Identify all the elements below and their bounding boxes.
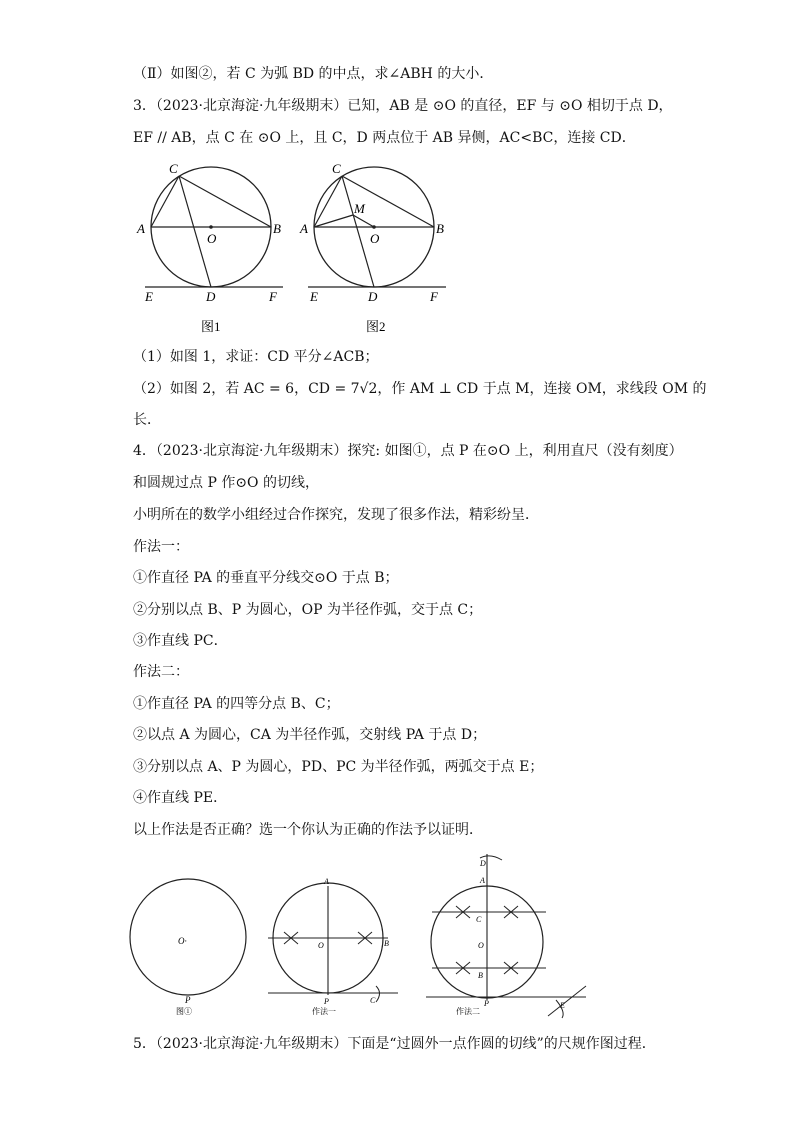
figure-circle [128, 862, 258, 1022]
figC-label-b: B [478, 971, 483, 980]
figB-label-b: B [384, 939, 389, 948]
problem-4-stem-1: 4．（2023·北京海淀·九年级期末）探究: 如图①，点 P 在⊙O 上，利用直尺（没有刻度） [133, 443, 683, 459]
method-one-title: 作法一： [133, 539, 189, 555]
fig1-label-e: E [145, 289, 153, 304]
method-one-step-3: ③作直线 PC． [133, 633, 228, 649]
figC-label-p: P [484, 999, 489, 1008]
fig2-label-c: C [332, 161, 341, 176]
method-one-step-1: ①作直径 PA 的垂直平分线交⊙O 于点 B； [133, 570, 399, 586]
fig1-caption: 图1 [201, 319, 221, 334]
problem-3-q2-end: 长． [133, 412, 161, 428]
fig2-label-b: B [436, 221, 444, 236]
fig2-label-o: O [370, 231, 380, 246]
fig1-label-a: A [137, 221, 145, 236]
method-two-step-3: ③分别以点 A、P 为圆心，PD、PC 为半径作弧，两弧交于点 E； [133, 759, 544, 775]
figA-caption: 图① [176, 1007, 192, 1016]
fig1-label-o: O [207, 231, 217, 246]
figC-label-o: O [478, 941, 484, 950]
problem-5-stem: 5．（2023·北京海淀·九年级期末）下面是“过圆外一点作圆的切线”的尺规作图过程． [133, 1036, 656, 1052]
figC-label-d: D [480, 859, 486, 868]
problem-4-stem-3: 小明所在的数学小组经过合作探究，发现了很多作法，精彩纷呈． [133, 507, 539, 523]
fig1-label-d: D [206, 289, 216, 304]
figure-2 [298, 155, 458, 340]
figC-label-a: A [480, 876, 485, 885]
fig1-label-c: C [169, 161, 178, 176]
method-two-title: 作法二： [133, 664, 189, 680]
problem-3-stem-1: 3．（2023·北京海淀·九年级期末）已知，AB 是 ⊙O 的直径，EF 与 ⊙O 相切于点 D， [133, 98, 673, 114]
fig2-label-m: M [354, 201, 365, 216]
method-two-step-2: ②以点 A 为圆心，CA 为半径作弧，交射线 PA 于点 D； [133, 727, 487, 743]
figA-label-o: O· [178, 936, 187, 946]
figB-label-o: O [318, 941, 324, 950]
figure-method-two [420, 850, 595, 1020]
method-two-step-4: ④作直线 PE． [133, 790, 228, 806]
fig2-label-e: E [310, 289, 318, 304]
figure-method-one [262, 862, 407, 1022]
figure-1 [135, 155, 295, 340]
problem-2-part-2: （Ⅱ）如图②，若 C 为弧 BD 的中点，求∠ABH 的大小． [133, 66, 494, 82]
problem-4-question: 以上作法是否正确？选一个你认为正确的作法予以证明． [133, 822, 483, 838]
problem-3-q2: （2）如图 2，若 AC = 6，CD = 7√2，作 AM ⊥ CD 于点 M，连接 OM，求线段 OM 的 [133, 381, 707, 397]
figB-label-p: P [324, 997, 329, 1006]
fig2-label-a: A [300, 221, 308, 236]
figB-caption: 作法一 [312, 1007, 336, 1016]
figB-label-c: C [370, 996, 376, 1005]
fig1-label-b: B [273, 221, 281, 236]
fig1-label-f: F [269, 289, 277, 304]
figC-label-c: C [476, 915, 482, 924]
figB-label-a: A [324, 877, 329, 886]
problem-4-stem-2: 和圆规过点 P 作⊙O 的切线， [133, 475, 319, 491]
figC-caption: 作法二 [456, 1007, 480, 1016]
figC-label-e: E [560, 1001, 565, 1010]
figA-label-p: P [185, 995, 191, 1005]
fig2-label-d: D [368, 289, 378, 304]
method-two-step-1: ①作直径 PA 的四等分点 B、C； [133, 696, 340, 712]
fig2-caption: 图2 [366, 319, 386, 334]
problem-3-q1: （1）如图 1，求证：CD 平分∠ACB； [133, 349, 379, 365]
method-one-step-2: ②分别以点 B、P 为圆心，OP 为半径作弧，交于点 C； [133, 602, 483, 618]
problem-3-stem-2: EF // AB，点 C 在 ⊙O 上，且 C，D 两点位于 AB 异侧，AC<BC，连接 CD． [133, 130, 636, 146]
fig2-label-f: F [430, 289, 438, 304]
